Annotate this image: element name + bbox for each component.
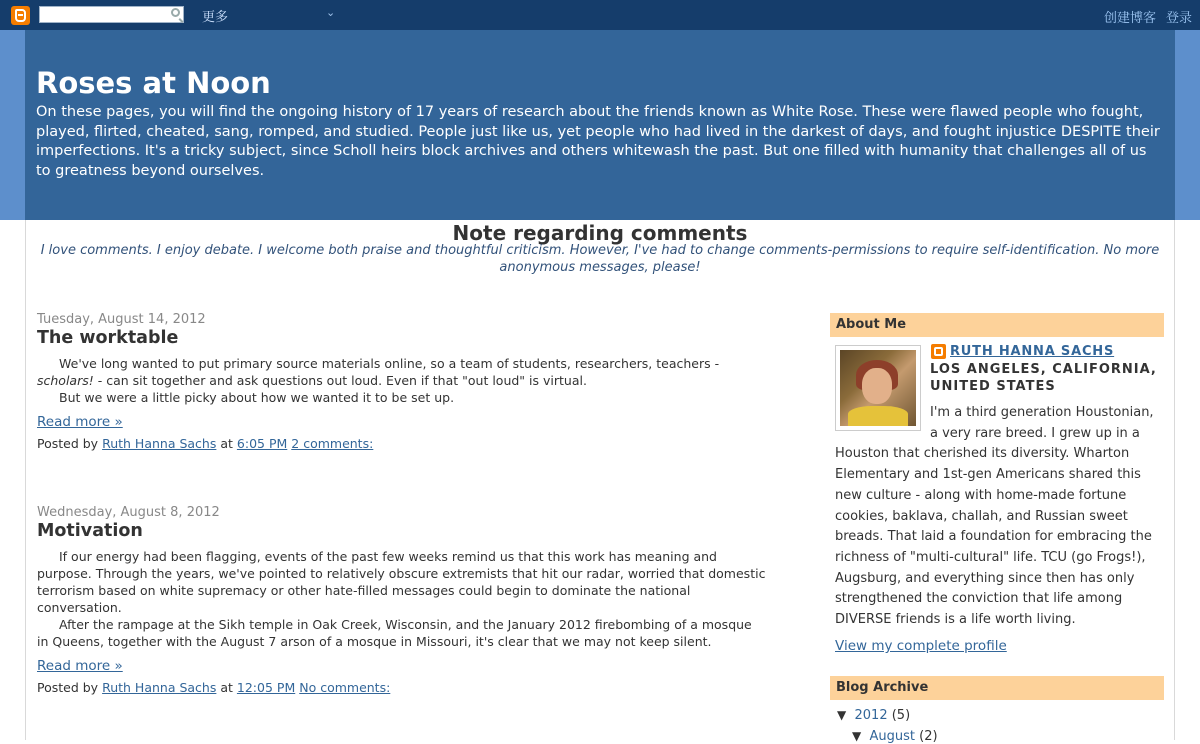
complete-profile-link[interactable]: View my complete profile [835,638,1007,654]
post-footer [37,436,767,451]
post-title[interactable]: The worktable [37,328,179,348]
archive-month-row [852,729,938,744]
profile-about [835,403,1165,631]
search-input[interactable] [39,6,184,23]
read-more-link[interactable]: Read more » [37,658,123,674]
post-text-emphasis: scholars! [37,373,94,388]
post [37,505,767,695]
at-label: at [220,680,233,695]
post-title[interactable]: Motivation [37,521,143,541]
archive-year-row [837,708,910,723]
more-menu-button[interactable]: 更多 [202,10,229,25]
blogger-profile-icon [931,344,946,359]
header-inner [25,30,1175,220]
archive-month-count: (2) [919,729,938,744]
about-me-heading: About Me [830,313,1164,337]
chevron-down-icon[interactable]: ⌄ [326,6,336,19]
comments-link[interactable]: No comments: [299,680,391,695]
login-link[interactable]: 登录 [1166,11,1193,26]
profile-location: LOS ANGELES, CALIFORNIA, UNITED STATES [930,362,1157,394]
posted-by-label: Posted by [37,436,99,451]
note-title: Note regarding comments [452,221,748,245]
header [0,30,1200,220]
profile-photo-face [862,368,892,404]
post-text: But we were a little picky about how we wanted it to be set up. [59,390,455,405]
post-date: Wednesday, August 8, 2012 [37,505,220,520]
post-body [37,548,767,650]
blog-archive-heading: Blog Archive [830,676,1164,700]
post-footer [37,680,767,695]
post-time-link[interactable]: 12:05 PM [236,680,296,695]
post-text: If our energy had been flagging, events of the past few weeks remind us that this work has meaning and purpose. Through the years, we've pointed to relatively obscure extremists that hit our radar, worried that domestic terrorism based on white supremacy or other hate-filled messages could begin to dominate the national conversation. [37,549,766,615]
create-blog-link[interactable]: 创建博客 [1104,11,1157,26]
note-text: I love comments. I enjoy debate. I welcome both praise and thoughtful criticism. However, I've had to change comments-permissions to require self-identification. No more anonymous messages, please! [40,243,1160,275]
search-icon[interactable] [171,8,180,17]
at-label: at [220,436,233,451]
archive-year-link[interactable]: 2012 [854,708,888,723]
author-link[interactable]: Ruth Hanna Sachs [102,680,217,695]
profile-name-link[interactable]: RUTH HANNA SACHS [950,344,1115,359]
blog-description: On these pages, you will find the ongoing history of 17 years of research about the friends known as White Rose. These were flawed people who fought, played, flirted, cheated, sang, romped, and studied. People just like us, yet people who had lived in the darkest of days, and fought injustice DESPITE their imperfections. It's a tricky subject, since Scholl heirs block archives and others whitewash the past. But one filled with humanity that challenges all of us to greatness beyond ourselves. [36,104,1160,179]
post-body [37,355,767,406]
collapse-triangle-icon[interactable]: ▼ [837,708,847,722]
avatar-spacer [835,403,930,443]
archive-month-link[interactable]: August [869,729,915,744]
post [37,312,767,451]
profile-about-text: I'm a third generation Houstonian, a very rare breed. I grew up in a Houston that cherished its diversity. Wharton Elementary and 1st-gen Americans shared this new culture - along with home-made fortune cookies, baklava, challah, and Russian sweet breads. That laid a foundation for embracing the richness of "multi-cultural" life. TCU (go Frogs!), Augsburg, and everything since then has only strengthened the conviction that life among DIVERSE friends is a life worth living. [835,405,1154,628]
post-text: After the rampage at the Sikh temple in Oak Creek, Wisconsin, and the January 2012 firebombing of a mosque in Queens, together with the August 7 arson of a mosque in Missouri, it's clear that we may not keep silent. [37,617,752,649]
blog-title[interactable]: Roses at Noon [36,66,271,100]
blogger-logo-icon[interactable] [11,6,30,25]
post-text: We've long wanted to put primary source materials online, so a team of students, researchers, teachers - [59,356,720,371]
read-more-link[interactable]: Read more » [37,414,123,430]
post-text: - can sit together and ask questions out loud. Even if that "out loud" is virtual. [93,373,587,388]
author-link[interactable]: Ruth Hanna Sachs [102,436,217,451]
navbar [0,0,1200,30]
archive-year-count: (5) [891,708,911,723]
comments-link[interactable]: 2 comments: [291,436,374,451]
posted-by-label: Posted by [37,680,99,695]
collapse-triangle-icon[interactable]: ▼ [852,729,862,743]
post-time-link[interactable]: 6:05 PM [236,436,288,451]
post-date: Tuesday, August 14, 2012 [37,312,206,327]
